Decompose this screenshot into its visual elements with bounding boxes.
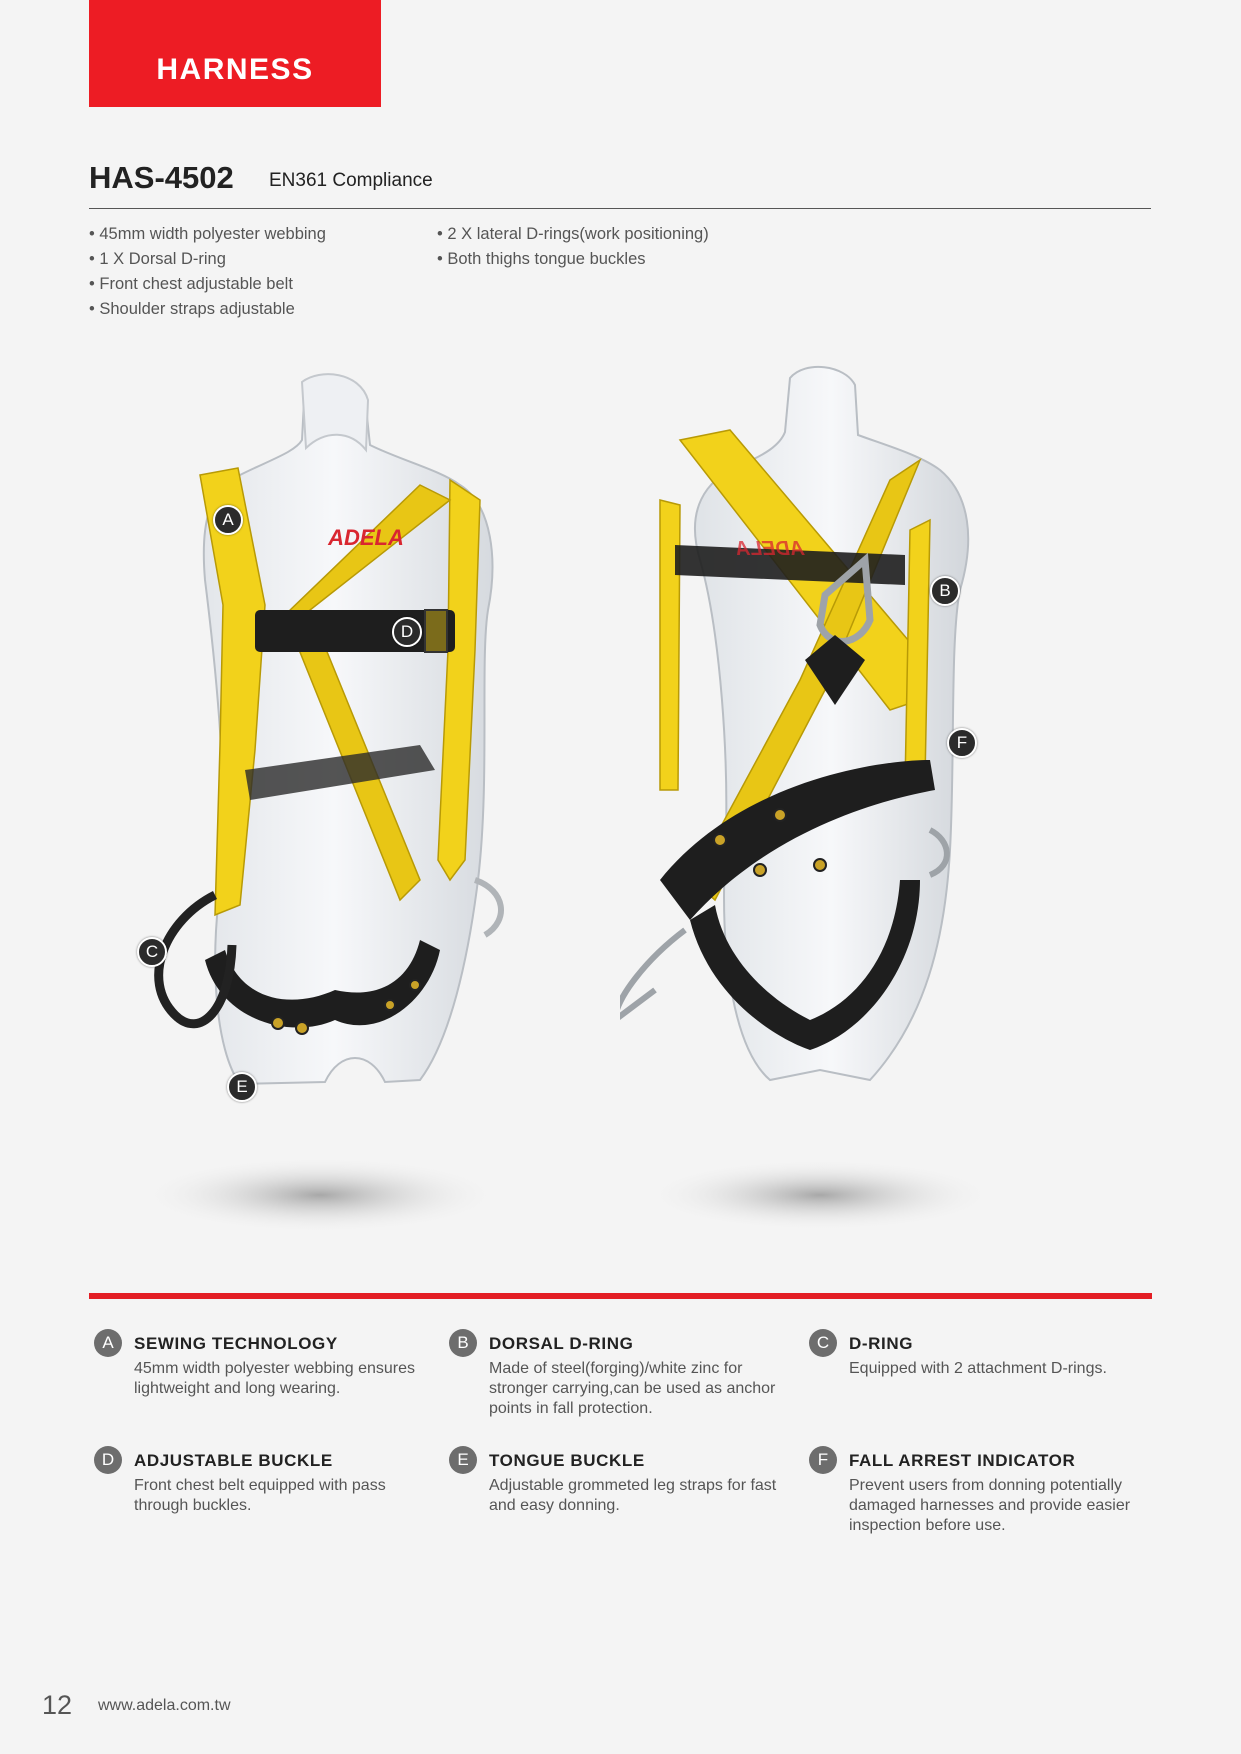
spec-item: • 45mm width polyester webbing: [89, 222, 326, 247]
marker-a: A: [213, 505, 243, 535]
feature-title: TONGUE BUCKLE: [489, 1451, 645, 1470]
grommet: [385, 1000, 395, 1010]
spec-list-right: [437, 222, 709, 272]
spec-item: • Shoulder straps adjustable: [89, 297, 326, 322]
harness-front-illustration: [120, 360, 560, 1240]
grommet: [774, 809, 786, 821]
feature-badge: A: [94, 1329, 122, 1357]
feature-description: Adjustable grommeted leg straps for fast and easy donning.: [489, 1477, 777, 1514]
website-url: www.adela.com.tw: [98, 1697, 231, 1714]
grommet: [272, 1017, 284, 1029]
feature-title: DORSAL D-RING: [489, 1334, 634, 1353]
grommet: [754, 864, 766, 876]
marker-b: B: [930, 576, 960, 606]
marker-c: C: [137, 937, 167, 967]
feature-description: Front chest belt equipped with pass through buckles.: [134, 1477, 386, 1514]
title-divider: [89, 208, 1151, 209]
harness-back-photo: [620, 360, 1040, 1240]
feature-badge: C: [809, 1329, 837, 1357]
feature-badge: F: [809, 1446, 837, 1474]
grommet: [410, 980, 420, 990]
side-strap-right: [905, 520, 930, 785]
side-strap-left: [660, 500, 680, 790]
page-number: 12: [42, 1690, 73, 1720]
section-title: HARNESS: [156, 53, 314, 86]
feature-description: 45mm width polyester webbing ensures lightweight and long wearing.: [134, 1360, 416, 1397]
feature-title: ADJUSTABLE BUCKLE: [134, 1451, 333, 1470]
marker-f: F: [947, 728, 977, 758]
feature-badge: D: [94, 1446, 122, 1474]
side-d-ring-left: [620, 930, 685, 1020]
spec-item: • Front chest adjustable belt: [89, 272, 326, 297]
product-model: HAS-4502: [89, 160, 234, 195]
feature-title: SEWING TECHNOLOGY: [134, 1334, 338, 1353]
marker-d: D: [392, 617, 422, 647]
feature-description: Prevent users from donning potentially damaged harnesses and provide easier inspection before use.: [849, 1477, 1131, 1534]
floor-shadow: [140, 1157, 500, 1233]
section-tab: [89, 0, 381, 107]
grommet: [814, 859, 826, 871]
side-d-ring-right: [475, 880, 501, 935]
spec-list-left: [89, 222, 326, 322]
grommet: [296, 1022, 308, 1034]
spec-item: • 1 X Dorsal D-ring: [89, 247, 326, 272]
feature-description: Equipped with 2 attachment D-rings.: [849, 1360, 1107, 1377]
grommet: [714, 834, 726, 846]
feature-title: D-RING: [849, 1334, 914, 1353]
spec-item: • Both thighs tongue buckles: [437, 247, 709, 272]
floor-shadow: [645, 1159, 995, 1231]
harness-back-illustration: [620, 360, 1040, 1240]
feature-description: Made of steel(forging)/white zinc for stronger carrying,can be used as anchor points in fall protection.: [489, 1360, 776, 1417]
feature-badge: E: [449, 1446, 477, 1474]
chest-buckle: [425, 610, 447, 652]
spec-item: • 2 X lateral D-rings(work positioning): [437, 222, 709, 247]
brand-logo: ADELA: [735, 538, 805, 560]
feature-title: FALL ARREST INDICATOR: [849, 1451, 1076, 1470]
marker-e: E: [227, 1072, 257, 1102]
feature-badge: B: [449, 1329, 477, 1357]
compliance-label: EN361 Compliance: [269, 170, 433, 191]
section-divider: [89, 1293, 1152, 1299]
harness-front-photo: [120, 360, 560, 1240]
brand-logo: ADELA: [328, 525, 404, 550]
